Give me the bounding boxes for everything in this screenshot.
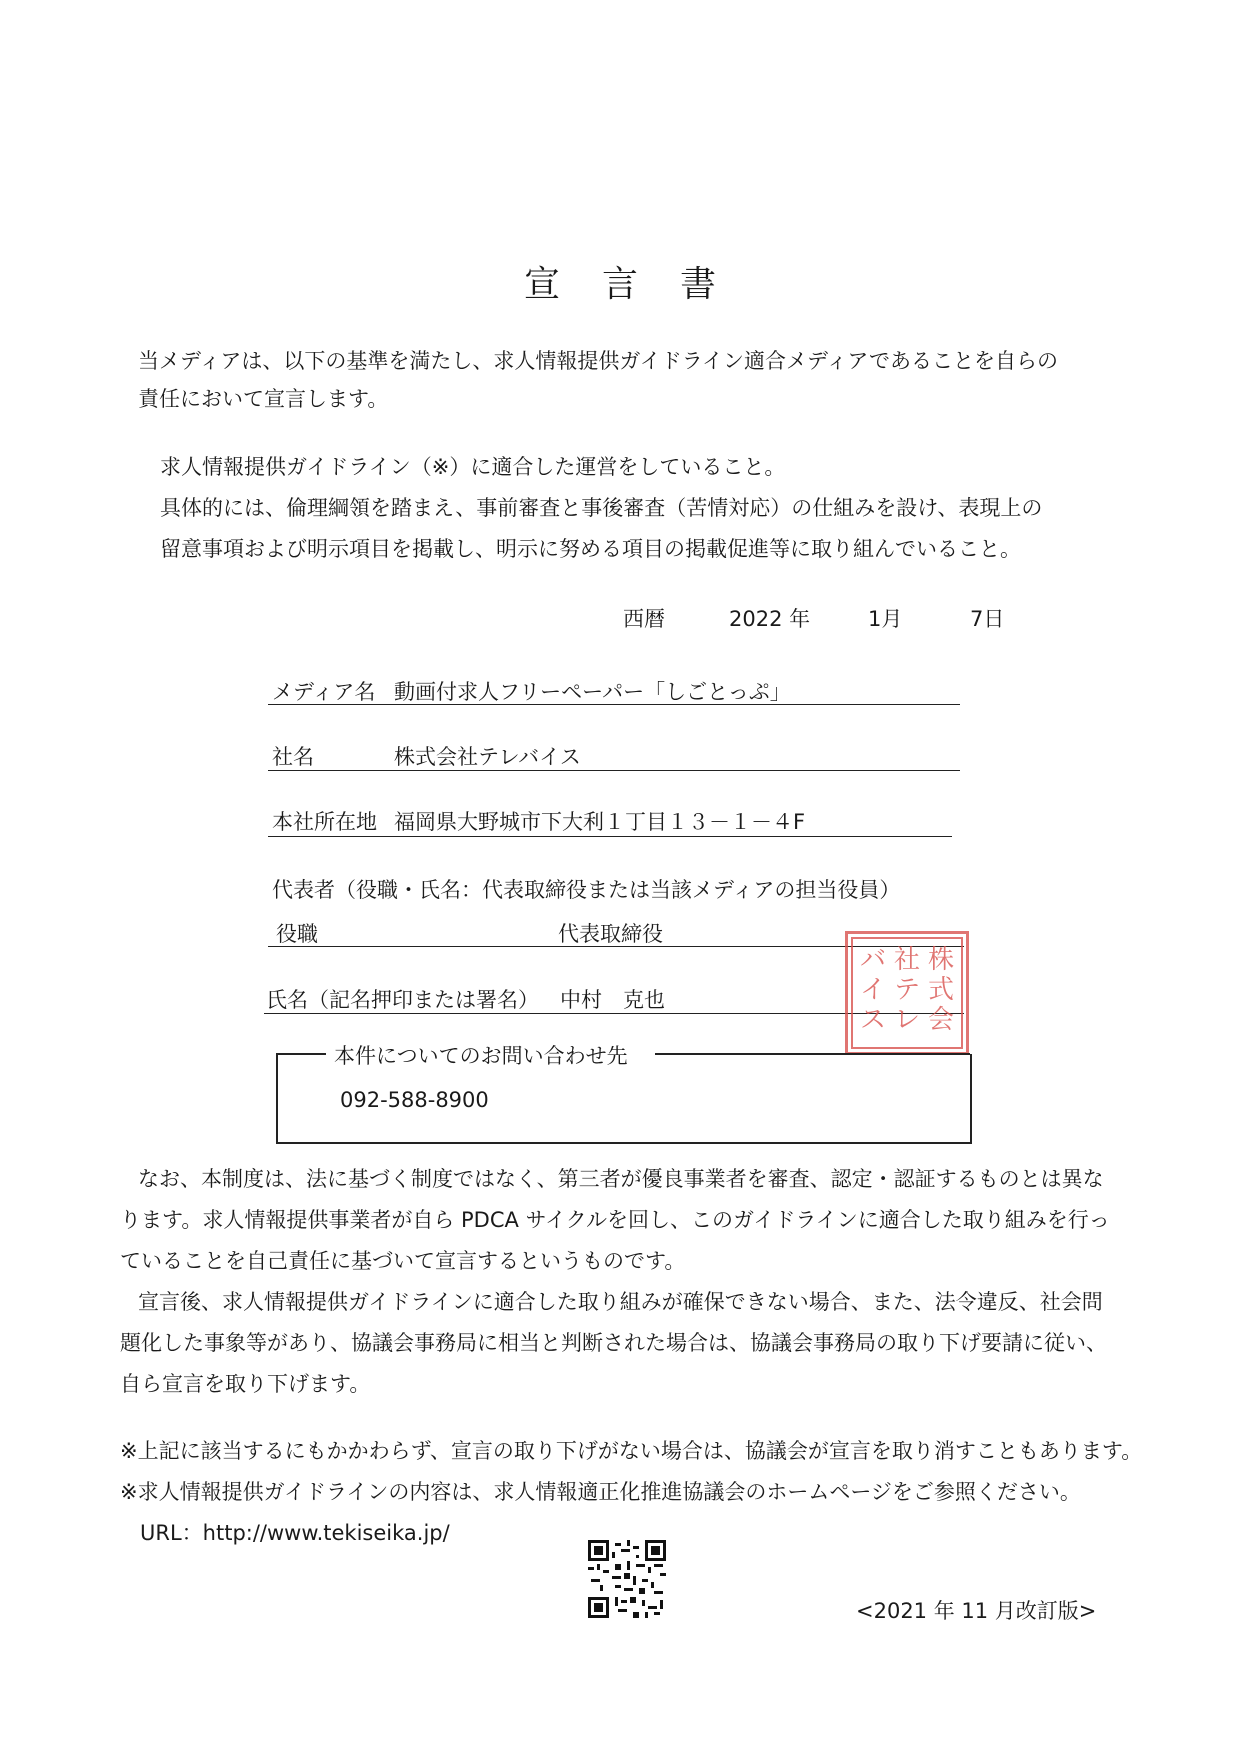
qr-code: [588, 1540, 666, 1618]
address-underline: [268, 836, 952, 837]
footnote-1: ※上記に該当するにもかかわらず、宣言の取り下げがない場合は、協議会が宣言を取り消すこともあります。: [120, 1439, 1143, 1463]
company-underline: [268, 770, 960, 771]
media-name-label: メディア名: [272, 680, 376, 704]
revision-label: <2021 年 11 月改訂版>: [856, 1599, 1097, 1623]
date-era-label: 西暦: [623, 607, 665, 631]
svg-text:テ: テ: [894, 975, 921, 1005]
qr-code-icon: [588, 1540, 666, 1618]
note-line-2: ります。求人情報提供事業者が自ら PDCA サイクルを回し、このガイドラインに適合した取り組みを行っ: [120, 1208, 1110, 1232]
representative-heading: 代表者（役職・氏名：代表取締役または当該メディアの担当役員）: [272, 878, 901, 902]
contact-phone: 092-588-8900: [340, 1088, 489, 1112]
position-value: 代表取締役: [558, 922, 663, 946]
contact-heading: 本件についてのお問い合わせ先: [334, 1044, 628, 1068]
address-value: 福岡県大野城市下大利１丁目１３－１－４F: [394, 810, 806, 834]
date-day: 7日: [970, 607, 1005, 631]
footnote-2: ※求人情報提供ガイドラインの内容は、求人情報適正化推進協議会のホームページをご参照ください。: [120, 1480, 1081, 1504]
media-name-underline: [268, 704, 960, 705]
note-line-4: 宣言後、求人情報提供ガイドラインに適合した取り組みが確保できない場合、また、法令違反、社会問: [138, 1290, 1103, 1314]
intro-line-1: 当メディアは、以下の基準を満たし、求人情報提供ガイドライン適合メディアであることを自らの: [138, 349, 1059, 373]
note-line-1: なお、本制度は、法に基づく制度ではなく、第三者が優良事業者を審査、認定・認証するものとは異な: [138, 1167, 1104, 1191]
svg-text:ス: ス: [860, 1005, 887, 1035]
svg-text:バ: バ: [860, 945, 887, 975]
url-line[interactable]: URL：http://www.tekiseika.jp/: [140, 1521, 450, 1545]
document-title: 宣言書: [523, 264, 758, 305]
seal-icon: [848, 934, 966, 1052]
name-label: 氏名（記名押印または署名）: [266, 988, 539, 1012]
intro-line-2: 責任において宣言します。: [138, 387, 389, 411]
date-year: 2022 年: [729, 607, 811, 631]
svg-text:会: 会: [928, 1005, 955, 1035]
svg-text:株: 株: [928, 945, 955, 975]
company-value: 株式会社テレバイス: [394, 745, 581, 769]
svg-text:イ: イ: [860, 975, 887, 1005]
note-line-6: 自ら宣言を取り下げます。: [120, 1372, 371, 1396]
media-name-value: 動画付求人フリーペーパー「しごとっぷ」: [394, 680, 791, 704]
criteria-line-3: 留意事項および明示項目を掲載し、明示に努める項目の掲載促進等に取り組んでいること。: [160, 537, 1021, 561]
company-seal: [845, 931, 969, 1055]
date-month: 1月: [868, 607, 903, 631]
position-label: 役職: [276, 922, 318, 946]
svg-text:社: 社: [894, 945, 921, 975]
address-label: 本社所在地: [272, 810, 377, 834]
name-value: 中村 克也: [560, 988, 665, 1012]
criteria-line-1: 求人情報提供ガイドライン（※）に適合した運営をしていること。: [160, 455, 786, 479]
criteria-line-2: 具体的には、倫理綱領を踏まえ、事前審査と事後審査（苦情対応）の仕組みを設け、表現上の: [160, 496, 1043, 520]
note-line-3: ていることを自己責任に基づいて宣言するというものです。: [120, 1249, 686, 1273]
company-label: 社名: [272, 745, 314, 769]
svg-text:式: 式: [928, 975, 955, 1005]
svg-text:レ: レ: [894, 1005, 921, 1035]
note-line-5: 題化した事象等があり、協議会事務局に相当と判断された場合は、協議会事務局の取り下げ要請に従い、: [120, 1331, 1107, 1355]
